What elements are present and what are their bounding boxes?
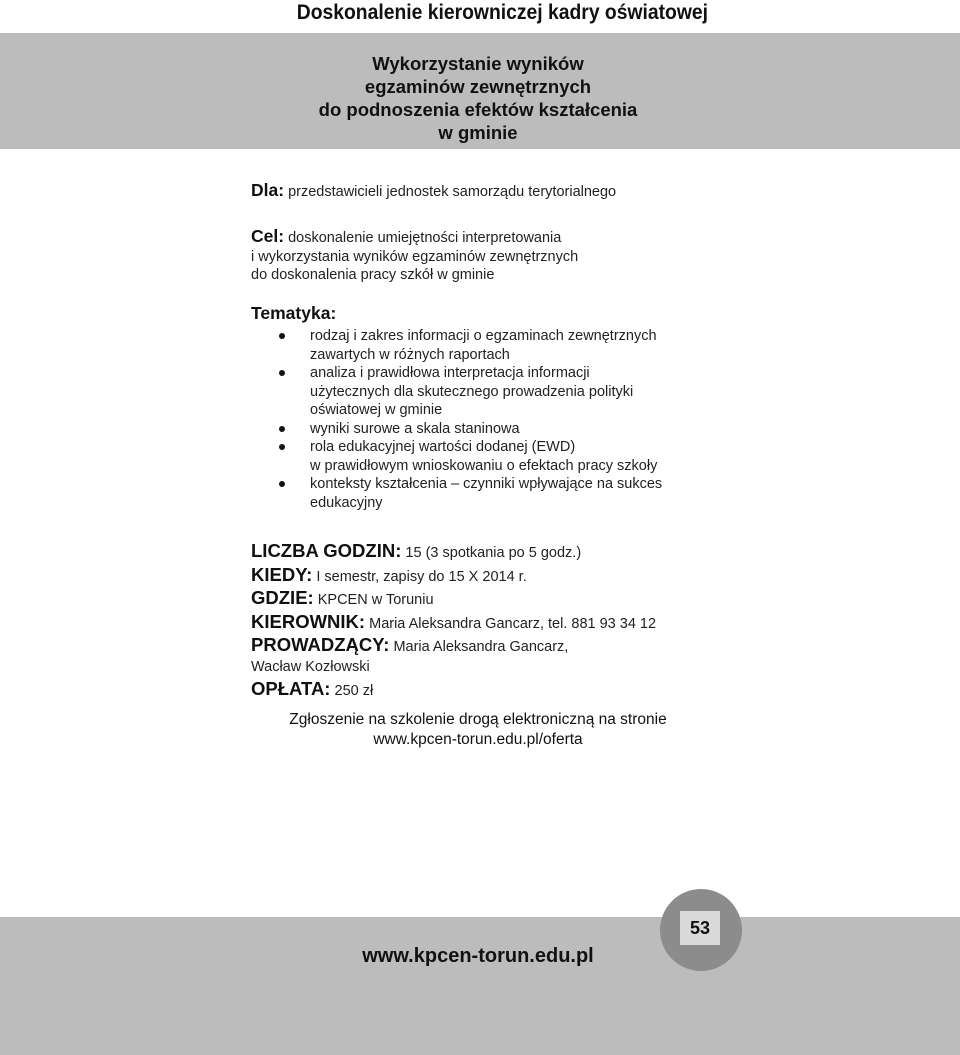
instructor-label: PROWADZĄCY:: [251, 634, 390, 655]
fee-value: 250 zł: [334, 682, 374, 699]
hours-row: [251, 539, 731, 563]
fee-label: OPŁATA:: [251, 677, 331, 699]
topics-list: [251, 327, 721, 512]
title-line: w gminie: [438, 122, 518, 143]
title-line: do podnoszenia efektów kształcenia: [318, 99, 638, 120]
footer-website-link[interactable]: www.kpcen-torun.edu.pl: [362, 945, 594, 967]
list-item: [251, 438, 721, 475]
audience-text: przedstawicieli jednostek samorządu terytorialnego: [288, 184, 617, 200]
topic-line: analiza i prawidłowa interpretacja informacji: [310, 365, 590, 381]
topic-line: rola edukacyjnej wartości dodanej (EWD): [310, 439, 576, 455]
bullet-icon: [279, 481, 285, 487]
running-header-title: Doskonalenie kierowniczej kadry oświatowej: [296, 1, 708, 24]
when-row: [251, 563, 731, 587]
audience-label: Dla:: [251, 180, 285, 200]
topic-line: użytecznych dla skutecznego prowadzenia polityki: [310, 383, 634, 400]
goal-section: [251, 227, 731, 285]
goal-text-line: do doskonalenia pracy szkół w gminie: [251, 267, 495, 283]
goal-label: Cel:: [251, 226, 285, 246]
instructor-value: Maria Aleksandra Gancarz,: [393, 639, 569, 655]
topic-line: rodzaj i zakres informacji o egzaminach zewnętrznych: [310, 328, 657, 344]
goal-text-line: doskonalenie umiejętności interpretowania: [288, 230, 562, 246]
bullet-icon: [279, 444, 285, 450]
title-line: Wykorzystanie wyników: [372, 53, 584, 74]
bullet-icon: [279, 370, 285, 376]
goal-text-line: i wykorzystania wyników egzaminów zewnętrznych: [251, 248, 579, 265]
course-facts: [251, 539, 731, 700]
instructor-value-cont: Wacław Kozłowski: [251, 658, 370, 675]
topic-line: oświatowej w gminie: [310, 402, 443, 418]
bullet-icon: [279, 333, 285, 339]
hours-label: LICZBA GODZIN:: [251, 540, 402, 561]
page-number: 53: [680, 911, 720, 945]
title-band: [0, 33, 960, 149]
topics-label: Tematyka:: [251, 303, 337, 323]
running-header: [0, 0, 960, 32]
when-label: KIEDY:: [251, 563, 313, 585]
footer-band: [0, 917, 960, 1055]
audience-section: [251, 181, 616, 202]
signup-note: [0, 710, 960, 750]
list-item: [251, 327, 721, 364]
where-row: [251, 586, 731, 610]
topic-line: edukacyjny: [310, 494, 383, 511]
list-item: [251, 420, 721, 439]
topic-line: w prawidłowym wnioskowaniu o efektach pracy szkoły: [310, 457, 658, 474]
topic-line: wyniki surowe a skala staninowa: [310, 420, 520, 437]
where-value: KPCEN w Toruniu: [317, 592, 434, 608]
fee-row: [251, 677, 731, 701]
signup-link[interactable]: www.kpcen-torun.edu.pl/oferta: [373, 731, 583, 748]
signup-text: Zgłoszenie na szkolenie drogą elektroniczną na stronie: [289, 711, 667, 728]
instructor-row: [251, 633, 731, 657]
manager-value: Maria Aleksandra Gancarz, tel. 881 93 34 12: [369, 615, 657, 632]
hours-value: 15 (3 spotkania po 5 godz.): [405, 545, 582, 561]
document-title: [0, 52, 960, 144]
bullet-icon: [279, 426, 285, 432]
footer-url: [0, 945, 960, 968]
topic-line: zawartych w różnych raportach: [310, 346, 510, 363]
list-item: [251, 475, 721, 512]
topic-line: konteksty kształcenia – czynniki wpływające na sukces: [310, 476, 663, 492]
list-item: [251, 364, 721, 420]
when-value: I semestr, zapisy do 15 X 2014 r.: [316, 568, 527, 585]
title-line: egzaminów zewnętrznych: [364, 76, 592, 97]
topics-heading: [251, 304, 336, 325]
manager-row: [251, 610, 731, 634]
manager-label: KIEROWNIK:: [251, 610, 366, 632]
where-label: GDZIE:: [251, 587, 314, 608]
